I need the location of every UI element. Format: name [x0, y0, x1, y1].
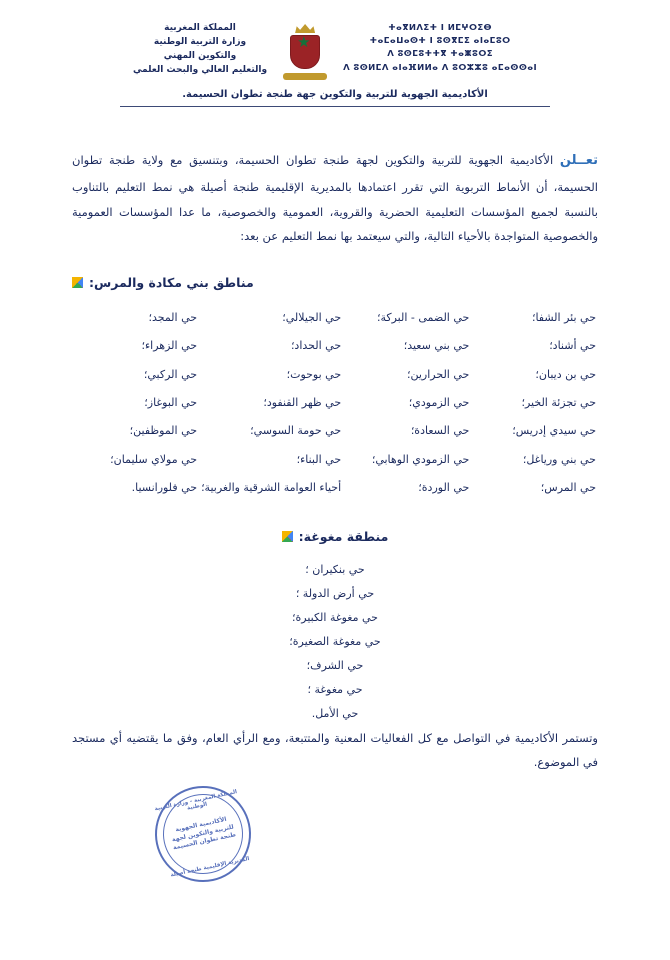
- cell: حي تجزئة الخير؛: [521, 396, 596, 410]
- cell: حي بني ورياغل؛: [522, 452, 596, 466]
- closing-paragraph: وتستمر الأكاديمية في التواصل مع كل الفعاليات المعنية والمتتبعة، ومع الرأي العام، وفق ما يقتضيه أي مستجد في الموضوع.: [72, 730, 598, 770]
- colored-diamond-icon: [72, 277, 83, 288]
- cell: حي السعادة؛: [410, 424, 470, 438]
- section-1-label: مناطق بني مكادة والمرس:: [89, 275, 254, 291]
- cell: حي أشناد؛: [549, 339, 596, 353]
- ministry-tifinagh-block: [343, 22, 537, 75]
- list-item: حي مغوغة الكبيرة؛: [292, 610, 378, 624]
- cell: حي بوحوت؛: [286, 367, 342, 381]
- table-row: [72, 389, 598, 417]
- ministry-arabic-block: [133, 22, 267, 78]
- cell: حي الحرارين؛: [406, 367, 470, 381]
- cell: حي حومة السوسي؛: [250, 424, 342, 438]
- cell: حي الوردة؛: [418, 481, 470, 495]
- ribbon-shape: [283, 73, 327, 80]
- official-stamp: [146, 777, 260, 891]
- cell: حي الزهراء؛: [141, 339, 198, 353]
- document-header: [0, 0, 670, 80]
- cell: حي بن ديبان؛: [535, 367, 596, 381]
- ministry-line-2: وزارة التربية الوطنية: [153, 36, 247, 47]
- lead-word: تعــلن: [559, 153, 598, 168]
- cell: حي البناء؛: [296, 452, 342, 466]
- cell: حي الجيلالي؛: [282, 311, 342, 325]
- table-row: [72, 446, 598, 474]
- table-row: [72, 417, 598, 445]
- crown-shape: [295, 24, 315, 33]
- section-title-mghogha: [72, 529, 598, 544]
- cell: حي سيدي إدريس؛: [512, 424, 596, 438]
- cell: حي الركبي؛: [143, 367, 198, 381]
- ministry-line-1: المملكة المغربية: [164, 23, 236, 33]
- tifinagh-line-2: ⵜⴰⵎⴰⵡⴰⵙⵜ ⵏ ⵓⵙⴳⵎⵉ ⴰⵏⴰⵎⵓⵔ: [369, 36, 511, 47]
- list-item: حي مغوغة ؛: [307, 682, 363, 696]
- document-body: [0, 147, 670, 775]
- stamp-bottom-text: المديرية الإقليمية طنجة أصيلة: [170, 855, 251, 879]
- list-item: حي بنكيران ؛: [305, 562, 365, 576]
- table-row: [72, 304, 598, 332]
- cell: حي فلورانسيا.: [131, 481, 198, 495]
- intro-text: الأكاديمية الجهوية للتربية والتكوين لجهة طنجة تطوان الحسيمة، وبتنسيق مع ولاية طنجة تطوان الحسيمة، أن الأنماط التربوية التي تقرر اعتمادها بالمديرية الإقليمية طنجة أصيلة هي نمط التعليم بالتناوب بالنسبة لجميع المؤسسات التعليمية الحضرية والقروية، العمومية والخصوصية، ما عدا المؤسسات العمومية والخصوصية المتواجدة بالأحياء التالية، والتي سيعتمد بها نمط التعليم عن بعد:: [72, 153, 598, 244]
- section-title-beni-makada: [72, 275, 598, 290]
- cell: حي الضمى - البركة؛: [376, 311, 470, 325]
- cell: حي الزمودي؛: [408, 396, 470, 410]
- table-row: [72, 361, 598, 389]
- cell: حي بني سعيد؛: [403, 339, 470, 353]
- table-row: [72, 332, 598, 360]
- tifinagh-line-3: ⴷ ⵓⵙⵎⵓⵜⵜⴳ ⵜⴰⵥⵓⵔⵉ: [387, 49, 493, 60]
- cell: حي مولاي سليمان؛: [110, 452, 198, 466]
- list-item: حي أرض الدولة ؛: [295, 586, 375, 600]
- tifinagh-line-4: ⴷ ⵓⵙⵍⵎⴷ ⴰⵏⴰⴼⵍⵍⴰ ⴷ ⵓⵔⵣⵣⵓ ⴰⵎⴰⵙⵙⴰⵏ: [343, 62, 538, 73]
- list-item: حي الأمل.: [311, 706, 359, 720]
- ministry-line-4: والتعليم العالي والبحث العلمي: [132, 64, 268, 75]
- colored-diamond-icon: [282, 531, 293, 542]
- tifinagh-line-1: ⵜⴰⴳⵍⴷⵉⵜ ⵏ ⵍⵎⵖⵔⵉⴱ: [388, 23, 492, 33]
- table-row: [72, 474, 598, 502]
- list-item: حي مغوغة الصغيرة؛: [289, 634, 381, 648]
- cell: حي البوغاز؛: [144, 396, 198, 410]
- intro-paragraph: [72, 147, 598, 249]
- morocco-coat-of-arms-icon: [281, 24, 329, 80]
- stamp-top-text: المملكة المغربية - وزارة التربية الوطنية: [154, 789, 238, 813]
- stamp-center-text: الأكاديمية الجهوية للتربية والتكوين لجهة طنجة تطوان الحسيمة: [171, 815, 237, 852]
- academy-title: الأكاديمية الجهوية للتربية والتكوين جهة طنجة تطوان الحسيمة.: [182, 89, 488, 100]
- cell: حي بئر الشفا؛: [531, 311, 596, 325]
- cell: أحياء العوامة الشرقية والغربية؛: [201, 481, 342, 495]
- cell: حي الزمودي الوهابي؛: [371, 452, 470, 466]
- list-item: حي الشرف؛: [306, 658, 364, 672]
- header-divider: [120, 106, 550, 107]
- cell: حي المجد؛: [148, 311, 198, 325]
- cell: حي ظهر القنفود؛: [263, 396, 342, 410]
- mghogha-neighborhood-list: [72, 558, 598, 726]
- cell: حي الموظفين؛: [129, 424, 198, 438]
- section-2-label: منطقة مغوغة:: [298, 528, 389, 544]
- cell: حي الحداد؛: [290, 339, 342, 353]
- cell: حي المرس؛: [540, 481, 596, 495]
- ministry-line-3: والتكوين المهني: [163, 50, 237, 61]
- neighborhoods-table: [72, 304, 598, 502]
